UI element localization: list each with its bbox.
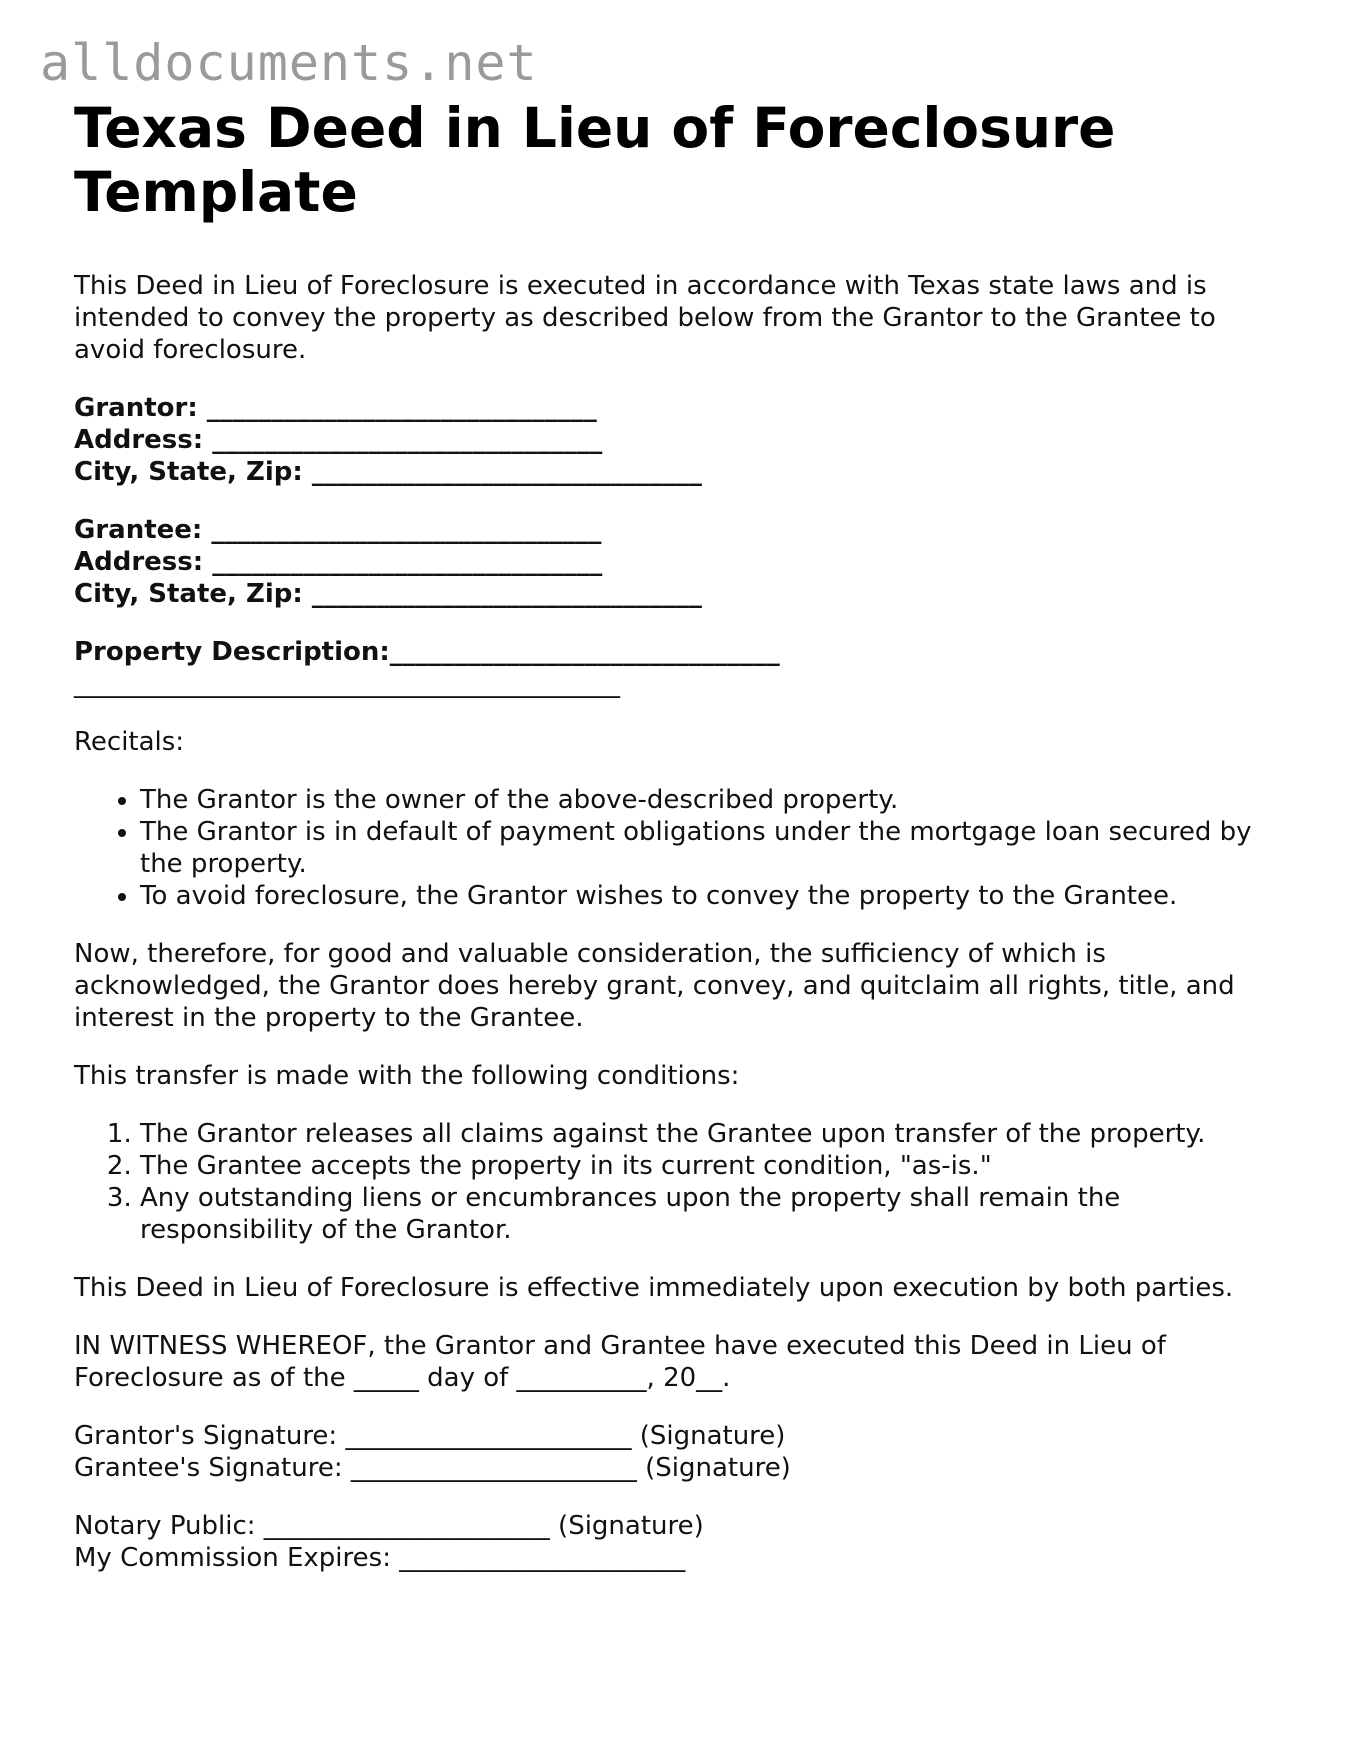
- property-description-blank-line: __________________________________________: [74, 669, 620, 699]
- notary-section: [74, 1510, 1294, 1574]
- grantee-city-blank: ______________________________: [311, 579, 702, 609]
- grantee-name-line: [74, 514, 1294, 546]
- notary-signature-line: Notary Public: ______________________ (Signature): [74, 1511, 704, 1541]
- grantee-signature-line: Grantee's Signature: ______________________ (Signature): [74, 1453, 791, 1483]
- commission-expires-line: My Commission Expires: ______________________: [74, 1543, 686, 1573]
- intro-paragraph: This Deed in Lieu of Foreclosure is executed in accordance with Texas state laws and is intended to convey the property as described below from the Grantor to the Grantee to avoid foreclosure.: [74, 271, 1216, 365]
- document-title: Texas Deed in Lieu of Foreclosure Template: [74, 96, 1116, 224]
- grantor-city-label: City, State, Zip:: [74, 457, 303, 487]
- list-item: 1. The Grantor releases all claims against the Grantee upon transfer of the property.: [140, 1118, 1294, 1150]
- grantee-section: [74, 514, 1294, 610]
- list-item: 3. Any outstanding liens or encumbrances upon the property shall remain the responsibility of the Grantor.: [140, 1182, 1294, 1246]
- property-section: [74, 636, 1294, 700]
- grantor-signature-line: Grantor's Signature: ______________________ (Signature): [74, 1421, 786, 1451]
- document-page: [74, 96, 1294, 1574]
- grantee-name-label: Grantee:: [74, 515, 203, 545]
- grantor-address-label: Address:: [74, 425, 204, 455]
- grantee-address-blank: ______________________________: [212, 547, 603, 577]
- effective-paragraph: This Deed in Lieu of Foreclosure is effective immediately upon execution by both parties.: [74, 1273, 1234, 1303]
- property-description-blank: ______________________________: [389, 637, 780, 667]
- grantee-address-label: Address:: [74, 547, 204, 577]
- recitals-list: [74, 784, 1294, 912]
- grantor-city-line: [74, 456, 1294, 488]
- list-item: • The Grantor is in default of payment obligations under the mortgage loan secured by the property.: [140, 816, 1294, 880]
- property-description-line: [74, 636, 1294, 668]
- conditions-heading: This transfer is made with the following conditions:: [74, 1061, 740, 1091]
- grantee-address-line: [74, 546, 1294, 578]
- watermark-text: alldocuments.net: [40, 34, 538, 92]
- property-description-label: Property Description:: [74, 637, 390, 667]
- recitals-heading: Recitals:: [74, 727, 185, 757]
- now-therefore-paragraph: Now, therefore, for good and valuable consideration, the sufficiency of which is acknowledged, the Grantor does hereby grant, convey, and quitclaim all rights, title, and interest in the property to the Grantee.: [74, 939, 1235, 1033]
- grantee-city-label: City, State, Zip:: [74, 579, 303, 609]
- grantor-section: [74, 392, 1294, 488]
- witness-paragraph: IN WITNESS WHEREOF, the Grantor and Grantee have executed this Deed in Lieu of Foreclosure as of the _____ day of __________, 20__.: [74, 1331, 1166, 1393]
- list-item: 2. The Grantee accepts the property in its current condition, "as-is.": [140, 1150, 1294, 1182]
- grantor-name-blank: ______________________________: [206, 393, 597, 423]
- signature-section: [74, 1420, 1294, 1484]
- grantee-city-line: [74, 578, 1294, 610]
- grantor-address-blank: ______________________________: [212, 425, 603, 455]
- grantor-address-line: [74, 424, 1294, 456]
- grantor-city-blank: ______________________________: [311, 457, 702, 487]
- list-item: • The Grantor is the owner of the above-described property.: [140, 784, 1294, 816]
- grantee-name-blank: ______________________________: [211, 515, 602, 545]
- grantor-name-line: [74, 392, 1294, 424]
- conditions-list: [74, 1118, 1294, 1246]
- list-item: • To avoid foreclosure, the Grantor wishes to convey the property to the Grantee.: [140, 880, 1294, 912]
- grantor-name-label: Grantor:: [74, 393, 198, 423]
